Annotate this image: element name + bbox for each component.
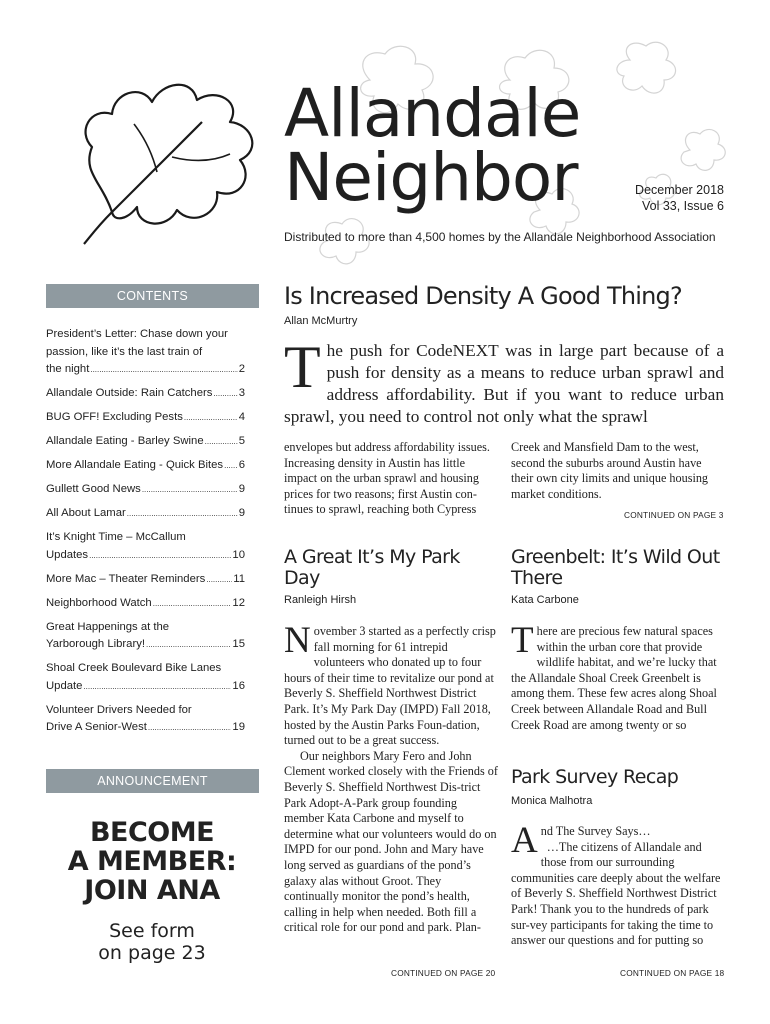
masthead-title — [284, 75, 581, 216]
toc-item-title: Updates — [46, 548, 89, 561]
toc-page-number: 3 — [238, 387, 245, 399]
toc-leader-dots — [184, 409, 238, 427]
toc-item-text: Shoal Creek Boulevard Bike Lanes — [46, 662, 222, 674]
toc-leader-dots — [90, 361, 237, 379]
toc-leader-dots — [127, 505, 238, 523]
issue-volume: Vol 33, Issue 6 — [641, 199, 724, 213]
toc-item-title: Drive A Senior-West — [46, 721, 147, 733]
park-para2: Our neighbors Mary Fero and John Clement worked closely with the Friends of Beverly S. Sheffield Northwest Dis-trict Park Adopt-A-Park group founding member Kata Carbone and myself to determine what our volunteers would do on IMPD for our pond. John and Mary have long served as guardians of the pond’s galaxy alas without Groot. They continually monitor the pond’s health, calling in help when needed. Both fill a critical role for our pond and park. Plan- — [284, 748, 498, 935]
become-line3: JOIN ANA — [84, 875, 220, 906]
toc-page-number: 12 — [232, 596, 245, 609]
toc-item[interactable] — [46, 326, 245, 379]
toc-item-title: Neighborhood Watch — [46, 596, 152, 609]
toc-item-title: Yarborough Library! — [46, 638, 146, 650]
lead-article-col2: Creek and Mansfield Dam to the west, second the suburbs around Austin have their own city limits and unique housing market conditions. — [511, 440, 709, 501]
see-form-line2: on page 23 — [98, 942, 206, 964]
see-form-line1: See form — [109, 920, 195, 942]
toc-item-text: Great Happenings at the — [46, 620, 170, 633]
toc-item[interactable] — [46, 385, 245, 403]
toc-item-title: Allandale Eating - Barley Swine — [46, 435, 204, 447]
toc-page-number: 15 — [232, 638, 245, 650]
issue-date: December 2018 — [635, 183, 724, 197]
masthead-title-line2: Neighbor — [284, 139, 578, 216]
toc-item-line — [46, 678, 245, 696]
lead-intro-text: he push for CodeNEXT was in large part because of a push for density as a means to reduce urban sprawl and address affordability. But if you want to reduce urban sprawl, you need to control not only what the sprawl — [284, 341, 724, 426]
toc-page-number: 2 — [238, 363, 245, 375]
become-line1: BECOME — [89, 817, 215, 848]
toc-item-line — [46, 409, 245, 427]
toc-item-line — [46, 433, 245, 451]
toc-item-title: Allandale Outside: Rain Catchers — [46, 387, 213, 399]
toc-item-line — [46, 385, 245, 403]
toc-item[interactable] — [46, 595, 245, 613]
park-continued-link[interactable]: CONTINUED ON PAGE 20 — [391, 968, 496, 978]
issue-info — [635, 182, 724, 214]
toc-item-line — [46, 571, 245, 589]
survey-article-body — [511, 820, 725, 949]
toc-item[interactable] — [46, 433, 245, 451]
toc-item-line — [46, 481, 245, 499]
toc-leader-dots — [148, 719, 232, 737]
toc-leader-dots — [146, 636, 231, 654]
toc-item-text: President’s Letter: Chase down your — [46, 328, 228, 340]
toc-item-title: BUG OFF! Excluding Pests — [46, 411, 183, 423]
lead-continued-link[interactable]: CONTINUED ON PAGE 3 — [624, 510, 724, 520]
toc-item[interactable] — [46, 660, 245, 695]
toc-item-line — [46, 361, 245, 379]
toc-item[interactable] — [46, 529, 245, 564]
become-line2: A MEMBER: — [67, 846, 237, 877]
toc-page-number: 5 — [238, 435, 245, 447]
toc-page-number: 10 — [232, 548, 245, 561]
survey-line1: nd The Survey Says… — [540, 824, 651, 838]
toc-item-line — [46, 636, 245, 654]
toc-item-title: More Mac – Theater Reminders — [46, 572, 206, 585]
toc-item-title: Gullett Good News — [46, 483, 141, 495]
toc-item-title: the night — [46, 363, 90, 375]
toc-leader-dots — [213, 385, 237, 403]
greenbelt-article-body — [511, 620, 725, 733]
toc-item[interactable] — [46, 409, 245, 427]
toc-item[interactable] — [46, 481, 245, 499]
toc-item-title: All About Lamar — [46, 507, 126, 519]
toc-item-line — [46, 505, 245, 523]
toc-item-line — [46, 719, 245, 737]
toc-item[interactable] — [46, 571, 245, 589]
toc-item[interactable] — [46, 505, 245, 523]
membership-callout — [46, 818, 258, 905]
masthead-title-line1: Allandale — [284, 75, 581, 152]
survey-drop-cap: A — [511, 820, 538, 861]
toc-item[interactable] — [46, 702, 245, 737]
lead-article-intro — [284, 334, 724, 428]
toc-item[interactable] — [46, 457, 245, 475]
toc-leader-dots — [224, 457, 238, 475]
toc-item-title: Update — [46, 679, 83, 692]
toc-item-line — [46, 595, 245, 613]
park-drop-cap: N — [284, 620, 311, 661]
survey-continued-link[interactable]: CONTINUED ON PAGE 18 — [620, 968, 725, 978]
toc-leader-dots — [205, 433, 238, 451]
toc-page-number: 16 — [232, 679, 245, 692]
toc-item-text: Volunteer Drivers Needed for — [46, 703, 192, 716]
lead-article-title: Is Increased Density A Good Thing? — [284, 282, 682, 310]
park-article-body — [284, 620, 498, 936]
greenbelt-drop-cap: T — [511, 620, 534, 661]
toc-item-line — [46, 457, 245, 475]
park-article-title: A Great It’s My Park Day — [284, 546, 460, 589]
contents-header: CONTENTS — [46, 284, 259, 308]
lead-article-col1: envelopes but address affordability issues. Increasing density in Austin has little impact on the urban sprawl and housing prices for two reasons; first Austin con-tinues to sprawl, reaching both Cypress — [284, 440, 490, 517]
toc-leader-dots — [142, 481, 238, 499]
toc-page-number: 9 — [238, 507, 245, 519]
toc-leader-dots — [89, 547, 231, 565]
toc-page-number: 4 — [238, 411, 245, 423]
toc-leader-dots — [83, 678, 231, 696]
greenbelt-text: here are precious few natural spaces within the urban core that provide wildlife habitat, and we’re lucky that the Allandale Shoal Creek Greenbelt is among them. These few acres along Shoal Creek between Allandale Road and Bull Creek Road are among twenty or so — [511, 624, 717, 732]
toc-page-number: 19 — [232, 721, 245, 733]
toc-item-title: More Allandale Eating - Quick Bites — [46, 459, 224, 471]
greenbelt-article-title: Greenbelt: It’s Wild Out There — [511, 546, 720, 589]
announcement-header: ANNOUNCEMENT — [46, 769, 259, 793]
greenbelt-article-author: Kata Carbone — [511, 594, 579, 606]
survey-text: …The citizens of Allandale and those from our surrounding communities care deeply about the welfare of Beverly S. Sheffield Northwest District Park! Thank you to the hundreds of park sur-vey participants for taking the time to answer our questions and for putting so — [511, 839, 721, 948]
toc-page-number: 11 — [233, 572, 245, 585]
toc-item-text: It’s Knight Time – McCallum — [46, 531, 186, 543]
toc-leader-dots — [153, 595, 232, 613]
toc-item-line — [46, 547, 245, 565]
survey-article-title: Park Survey Recap — [511, 766, 679, 788]
lead-article-author: Allan McMurtry — [284, 315, 358, 327]
lead-drop-cap: T — [284, 334, 321, 400]
toc-leader-dots — [206, 571, 232, 589]
toc-page-number: 9 — [238, 483, 245, 495]
table-of-contents — [46, 326, 245, 743]
toc-page-number: 6 — [238, 459, 245, 471]
park-para1: ovember 3 started as a perfectly crisp fall morning for 61 intrepid volunteers who donated up to four hours of their time to revitalize our pond at Beverly S. Sheffield Northwest District Park. It’s My Park Day (IMPD) Fall 2018, hosted by the Austin Parks Foun-dation, turned out to be a great success. — [284, 624, 496, 748]
distribution-line: Distributed to more than 4,500 homes by the Allandale Neighborhood Association — [284, 230, 716, 244]
survey-article-author: Monica Malhotra — [511, 795, 593, 807]
toc-item-text: passion, like it’s the last train of — [46, 345, 203, 358]
park-article-author: Ranleigh Hirsh — [284, 594, 357, 606]
see-form-note — [46, 920, 258, 964]
toc-item[interactable] — [46, 619, 245, 654]
